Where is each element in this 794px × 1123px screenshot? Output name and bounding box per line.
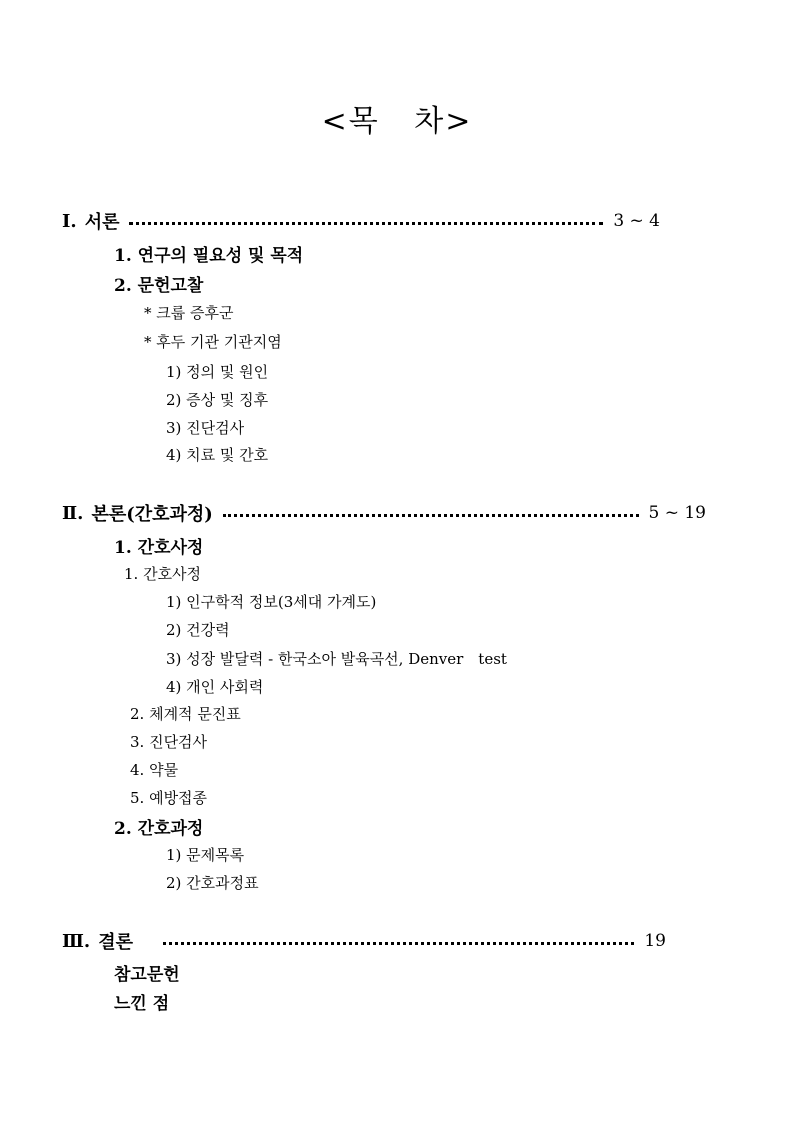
toc-section-conclusion	[62, 928, 666, 954]
section-numeral: Ⅰ.	[62, 210, 77, 232]
leader-dots	[223, 514, 639, 517]
leader-dots	[129, 222, 603, 225]
toc-item: 4. 약물	[130, 761, 179, 779]
toc-item: 1. 간호사정	[114, 538, 204, 558]
section-numeral: Ⅲ.	[62, 930, 91, 952]
toc-item: 4) 치료 및 간호	[166, 446, 269, 464]
toc-item: 2) 간호과정표	[166, 874, 259, 892]
toc-item: 3) 진단검사	[166, 419, 245, 437]
toc-item: 1) 문제목록	[166, 846, 245, 864]
toc-item: 1) 인구학적 정보(3세대 가계도)	[166, 593, 377, 611]
toc-item: 2) 건강력	[166, 621, 230, 639]
page-title: <목 차>	[321, 104, 473, 139]
section-label: 결론	[98, 932, 133, 953]
toc-item: 1. 연구의 필요성 및 목적	[114, 246, 304, 266]
page-range: 19	[644, 931, 666, 951]
toc-item: 참고문헌	[114, 965, 180, 985]
section-numeral: Ⅱ.	[62, 502, 84, 524]
toc-item: 3) 성장 발달력 - 한국소아 발육곡선, Denver test	[166, 650, 507, 668]
section-label: 서론	[84, 212, 120, 233]
toc-item: 2. 체계적 문진표	[130, 705, 241, 723]
toc-item: 5. 예방접종	[130, 789, 208, 807]
toc-item: 느낀 점	[114, 994, 170, 1014]
toc-item: 1. 간호사정	[124, 565, 202, 583]
toc-item: 3. 진단검사	[130, 733, 208, 751]
toc-item: 2. 문헌고찰	[114, 276, 204, 296]
toc-item: * 크룹 증후군	[144, 304, 234, 322]
toc-item: 1) 정의 및 원인	[166, 363, 269, 381]
toc-item: 2. 간호과정	[114, 819, 204, 839]
toc-section-body	[62, 500, 706, 526]
toc-section-intro	[62, 208, 660, 234]
toc-item: * 후두 기관 기관지염	[144, 333, 282, 351]
section-label: 본론(간호과정)	[91, 504, 213, 525]
toc-item: 4) 개인 사회력	[166, 678, 264, 696]
toc-item: 2) 증상 및 징후	[166, 391, 269, 409]
leader-dots	[163, 942, 634, 945]
page-range: 5 ~ 19	[648, 503, 706, 523]
page-range: 3 ~ 4	[613, 211, 660, 231]
